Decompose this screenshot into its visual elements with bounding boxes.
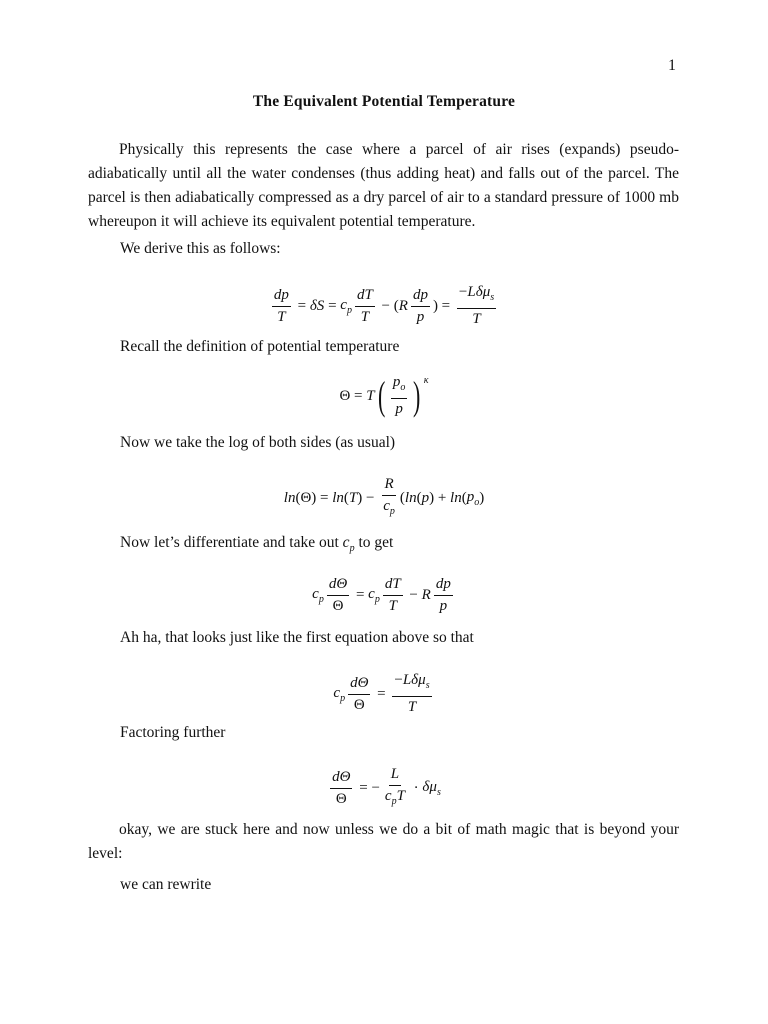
derive-line: We derive this as follows: [120,240,281,257]
cp-variable: c [342,534,350,551]
ahha-line: Ah ha, that looks just like the first equation above so that [120,629,474,646]
okay-paragraph: okay, we are stuck here and now unless we do a bit of math magic that is beyond your level: [88,821,679,862]
differentiate-text: Now let’s differentiate and take out [120,534,339,551]
equation-potential-temperature: Θ = T ( $\frac{p_o}{p}$ ) $^\kappa$ [339,373,429,418]
page-title: The Equivalent Potential Temperature [252,93,516,110]
log-line: Now we take the log of both sides (as usual) [120,434,396,451]
equation-differential: $c_p$ $\frac{d\Theta}{\Theta}$ = $c_p$ $\frac{dT}{T}$ − R $\frac{dp}{p}$ [312,576,451,614]
differentiate-line [120,534,393,554]
factoring-line: Factoring further [120,724,226,741]
equation-1: $\frac{dp}{T}$ = δS = $c_p$ $\frac{dT}{T}$ − ( R $\frac{dp}{p}$ ) = $\frac{-L\delta\mu_s}{T}$ [273,284,495,327]
intro-paragraph: Physically this represents the case where a parcel of air rises (expands) pseudo-adiabatically until all the water condenses (thus adding heat) and falls out of the parcel. The parcel is then adiabatically compressed as a dry parcel of air to a standard pressure of 1000 mb whereupon it will achieve its equivalent potential temperature. [88,141,679,230]
recall-line: Recall the definition of potential temperature [120,338,400,355]
rewrite-line: we can rewrite [120,876,212,893]
page-number: 1 [668,57,676,74]
differentiate-end: to get [358,534,394,551]
equation-equivalent: $c_p$ $\frac{d\Theta}{\Theta}$ = $\frac{-L\delta\mu_s}{T}$ [333,672,430,715]
cp-subscript: p [349,543,355,555]
equation-factored: $\frac{d\Theta}{\Theta}$ = − $\frac{L}{c_pT}$ · $\delta\mu_s$ [332,766,441,807]
equation-log: ln (Θ) = ln ( T ) − $\frac{R}{c_p}$ ( ln ( p ) + ln ( $p_o$ ) [283,476,485,517]
cp-symbol [342,534,355,555]
